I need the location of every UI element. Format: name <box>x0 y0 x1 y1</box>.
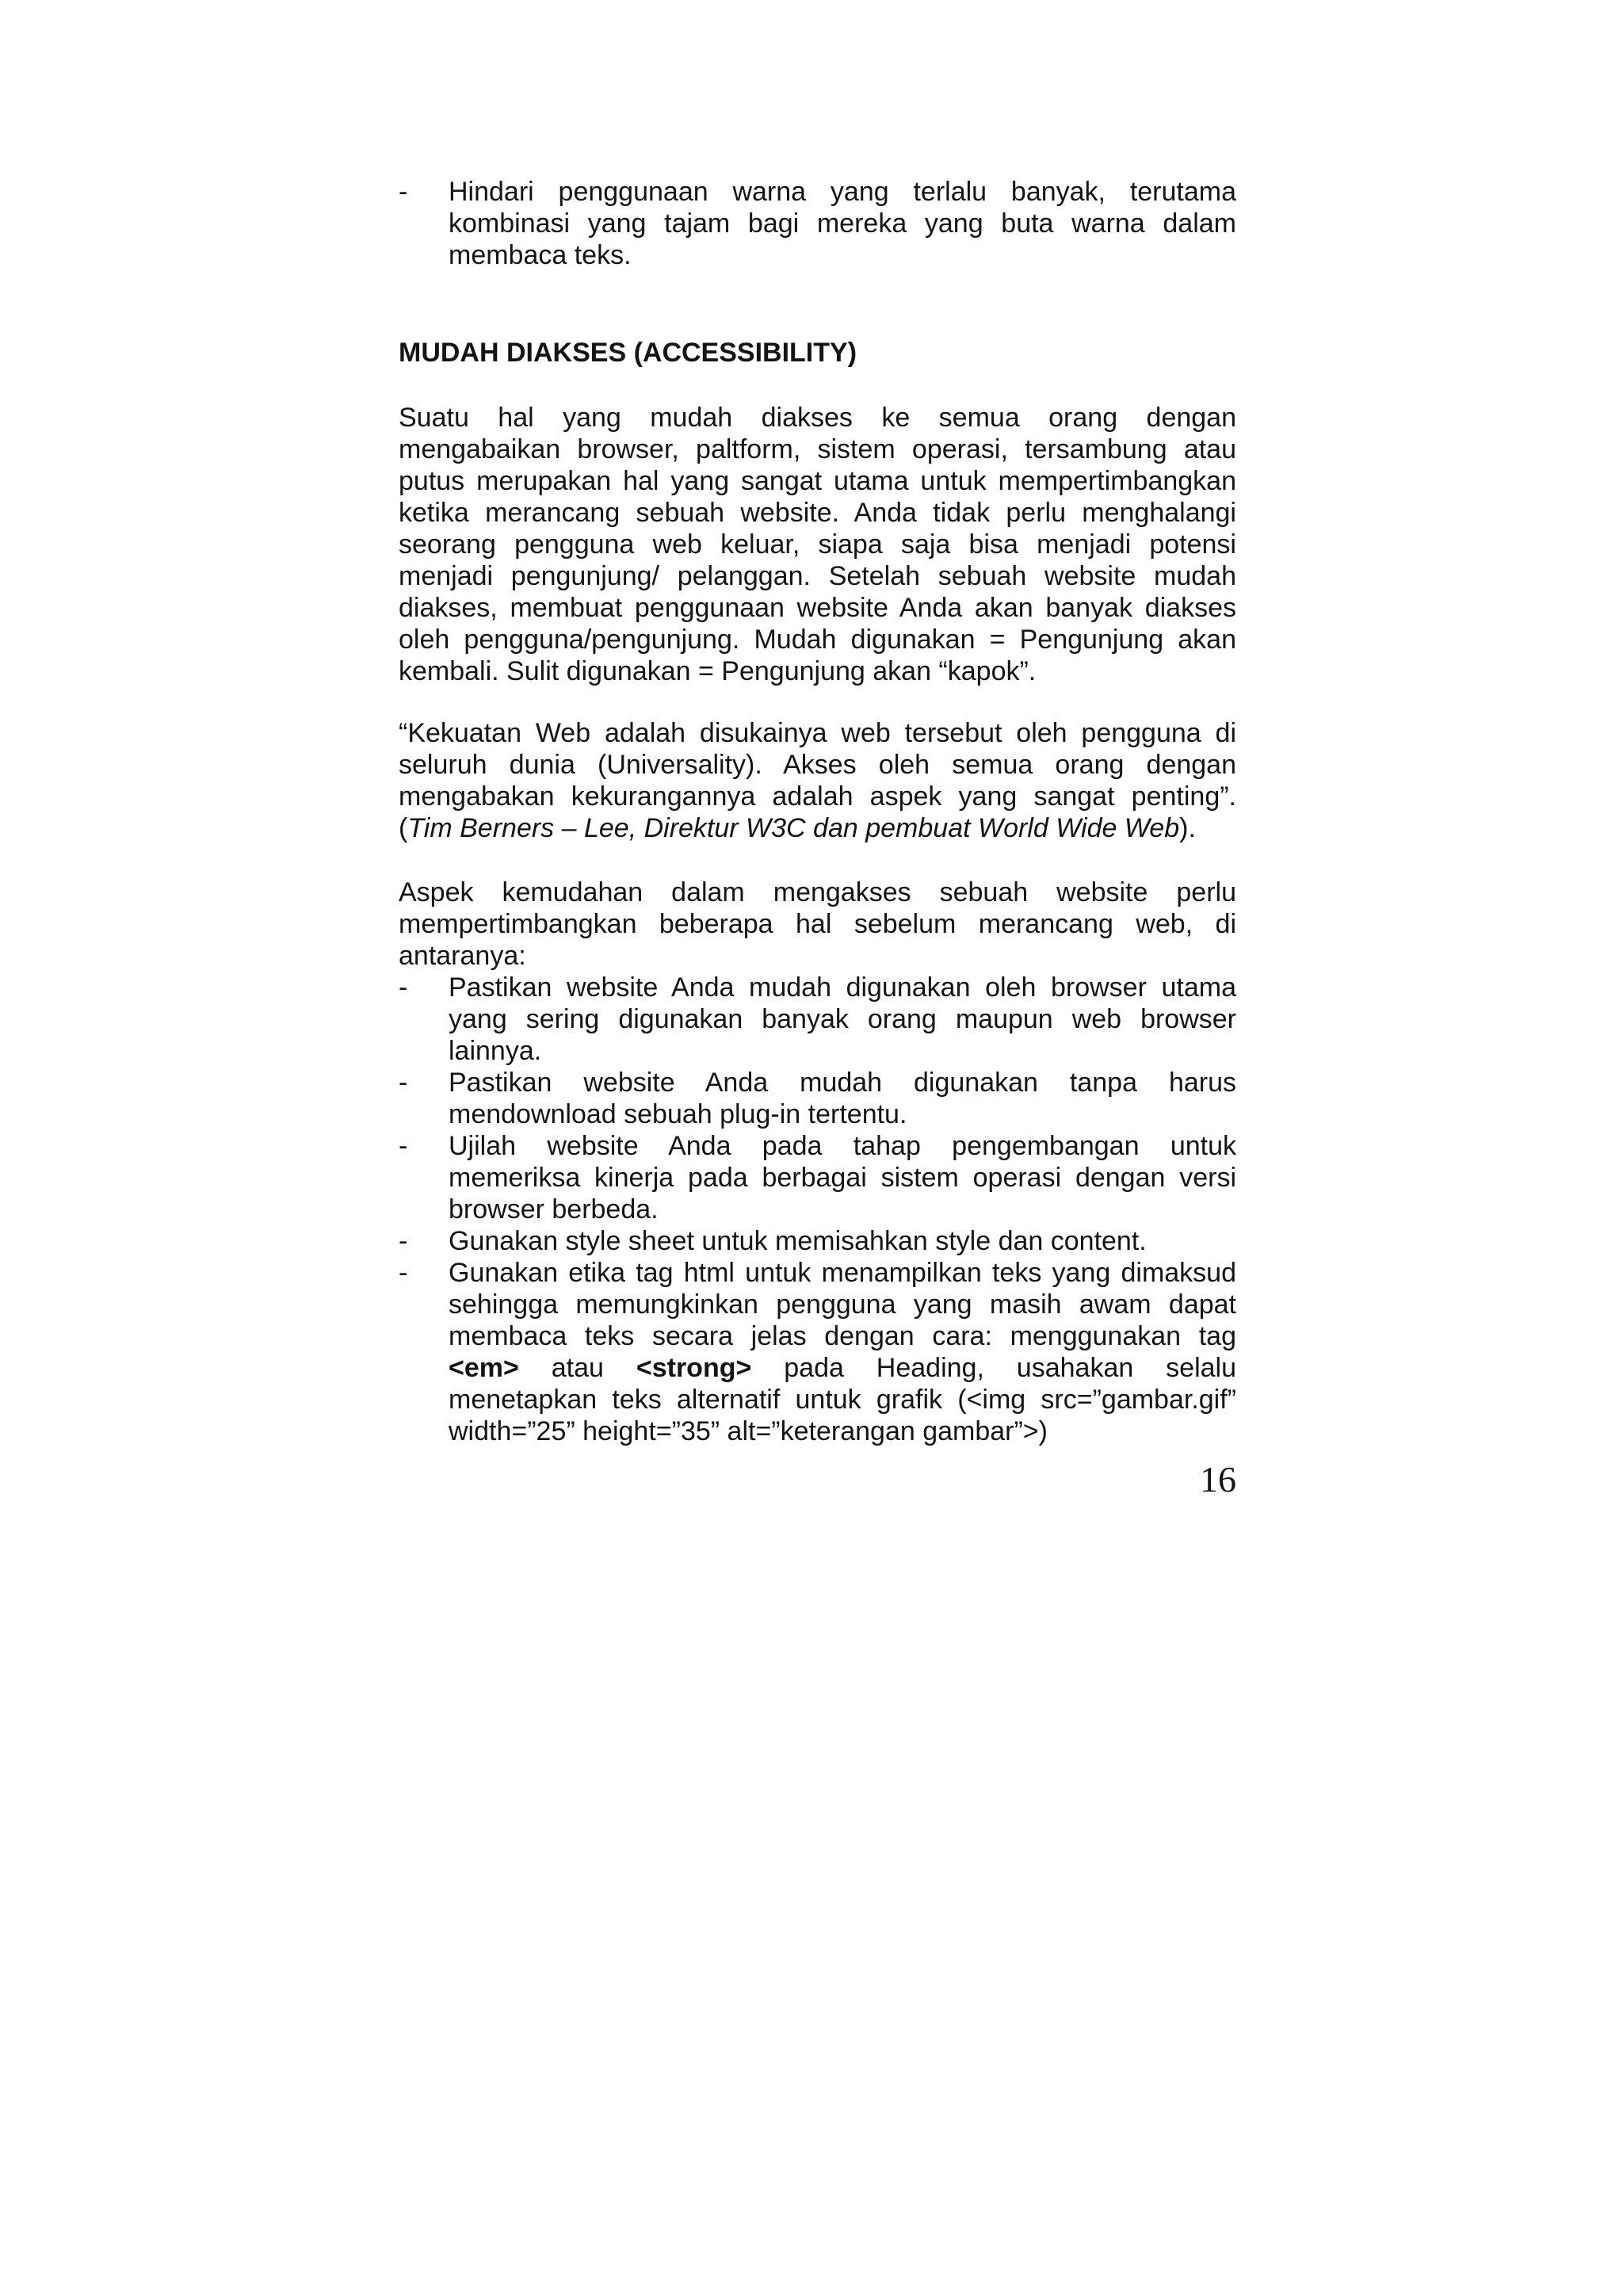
intro-line: oleh pengguna/pengunjung. Mudah digunakan = Pengunjung akan <box>399 625 1236 655</box>
bullet-line: width=”25” height=”35” alt=”keterangan gambar”>) <box>449 1416 1048 1446</box>
aspect-bullet-item <box>399 1067 1236 1130</box>
bullet-line: Hindari penggunaan warna yang terlalu banyak, terutama <box>449 177 1236 207</box>
intro-line: mengabaikan browser, paltform, sistem operasi, tersambung atau <box>399 434 1236 464</box>
bullet-dash: - <box>399 1131 408 1161</box>
bullet-line: Gunakan etika tag html untuk menampilkan teks yang dimaksud <box>449 1258 1236 1288</box>
bullet-line: browser berbeda. <box>449 1194 659 1224</box>
bullet-dash: - <box>399 972 408 1003</box>
quote-citation: Tim Berners – Lee, Direktur W3C dan pembuat World Wide Web <box>407 813 1180 843</box>
quote-paragraph <box>399 717 1236 844</box>
intro-line: kembali. Sulit digunakan = Pengunjung akan “kapok”. <box>399 656 1037 686</box>
aspects-intro-line: mempertimbangkan beberapa hal sebelum merancang web, di <box>399 909 1236 939</box>
bullet-line: kombinasi yang tajam bagi mereka yang buta warna dalam <box>449 208 1236 239</box>
bullet-line: sehingga memungkinkan pengguna yang masih awam dapat <box>449 1289 1236 1320</box>
bullet-dash: - <box>399 1068 408 1098</box>
bullet-line: membaca teks secara jelas dengan cara: menggunakan tag <box>449 1321 1236 1351</box>
bullet-dash: - <box>399 177 408 207</box>
bullet-dash: - <box>399 1258 408 1288</box>
intro-line: ketika merancang sebuah website. Anda tidak perlu menghalangi <box>399 498 1236 528</box>
intro-line: diakses, membuat penggunaan website Anda akan banyak diakses <box>399 593 1236 623</box>
bullet-line: yang sering digunakan banyak orang maupun web browser <box>449 1004 1236 1034</box>
intro-line: menjadi pengunjung/ pelanggan. Setelah sebuah website mudah <box>399 561 1236 591</box>
aspect-bullet-item <box>399 1130 1236 1225</box>
aspect-bullet-item <box>399 1257 1236 1447</box>
aspect-bullet-item <box>399 1225 1236 1257</box>
line-rest-text: pada Heading, usahakan selalu <box>751 1353 1236 1383</box>
bullet-dash: - <box>399 1226 408 1256</box>
bullet-line: lainnya. <box>449 1036 542 1066</box>
quote-citation-line <box>399 812 1236 844</box>
bullet-line-tags <box>449 1352 1236 1384</box>
bullet-line: Ujilah website Anda pada tahap pengembangan untuk <box>449 1131 1236 1161</box>
aspects-section <box>399 877 1236 1447</box>
aspects-intro-line: Aspek kemudahan dalam mengakses sebuah website perlu <box>399 877 1236 907</box>
bullet-line: Pastikan website Anda mudah digunakan tanpa harus <box>449 1068 1236 1098</box>
quote-line: seluruh dunia (Universality). Akses oleh semua orang dengan <box>399 750 1236 780</box>
intro-paragraph <box>399 402 1236 687</box>
bullet-line: Gunakan style sheet untuk memisahkan style dan content. <box>449 1226 1147 1256</box>
quote-line: “Kekuatan Web adalah disukainya web tersebut oleh pengguna di <box>399 718 1236 748</box>
page-number: 16 <box>1200 1459 1236 1499</box>
intro-line: putus merupakan hal yang sangat utama untuk mempertimbangkan <box>399 466 1236 496</box>
top-bullet-list <box>399 176 1236 271</box>
citation-close: ). <box>1179 813 1196 843</box>
connector-text: atau <box>518 1353 636 1383</box>
aspect-bullet-item <box>399 972 1236 1067</box>
bullet-item <box>399 176 1236 271</box>
aspects-intro-line: antaranya: <box>399 941 526 971</box>
em-tag-text: <em> <box>449 1353 519 1383</box>
bullet-line: Pastikan website Anda mudah digunakan oleh browser utama <box>449 972 1236 1003</box>
intro-line: Suatu hal yang mudah diakses ke semua orang dengan <box>399 403 1236 433</box>
citation-open: ( <box>399 813 408 843</box>
bullet-line: menetapkan teks alternatif untuk grafik (<img src=”gambar.gif” <box>449 1385 1236 1415</box>
section-heading: MUDAH DIAKSES (ACCESSIBILITY) <box>399 338 857 368</box>
strong-tag-text: <strong> <box>636 1353 752 1383</box>
intro-line: seorang pengguna web keluar, siapa saja bisa menjadi potensi <box>399 529 1236 560</box>
bullet-line: membaca teks. <box>449 240 632 270</box>
bullet-line: mendownload sebuah plug-in tertentu. <box>449 1099 907 1129</box>
quote-line: mengabakan kekurangannya adalah aspek yang sangat penting”. <box>399 781 1236 812</box>
bullet-line: memeriksa kinerja pada berbagai sistem operasi dengan versi <box>449 1163 1236 1193</box>
